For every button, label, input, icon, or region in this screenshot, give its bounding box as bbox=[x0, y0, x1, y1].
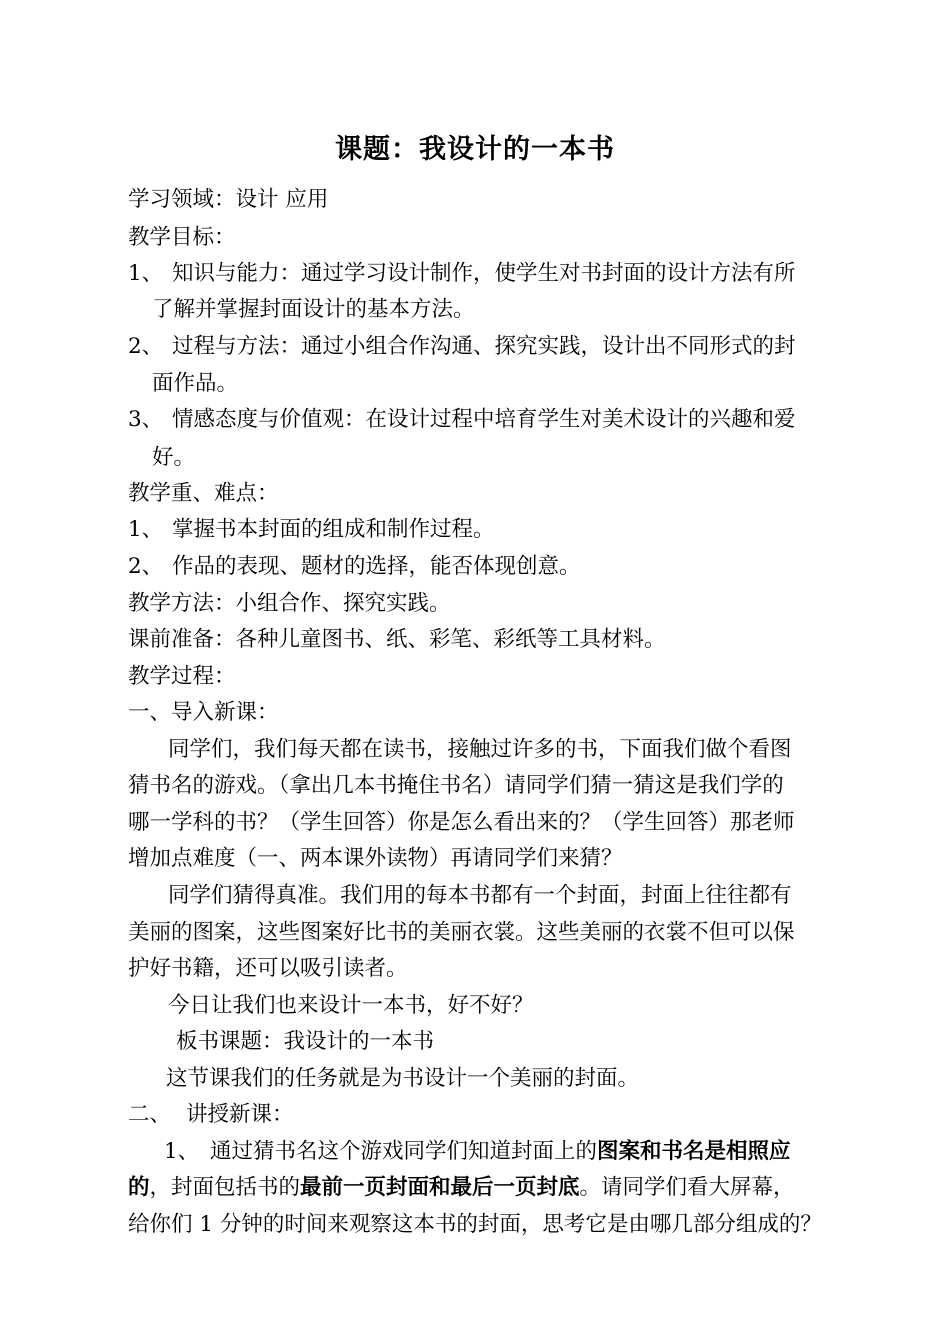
section-1-paragraph-1-line-3: 哪一学科的书？（学生回答）你是怎么看出来的？（学生回答）那老师 bbox=[128, 810, 795, 835]
key-points-heading: 教学重、难点： bbox=[128, 481, 279, 506]
section-1-paragraph-1-line-2: 猜书名的游戏。（拿出几本书掩住书名）请同学们猜一猜这是我们学的 bbox=[128, 773, 784, 798]
objective-1-number: 1、 bbox=[128, 261, 164, 286]
objective-2-line-1: 过程与方法：通过小组合作沟通、探究实践，设计出不同形式的封 bbox=[172, 334, 796, 359]
section-1-paragraph-1-line-1: 同学们，我们每天都在读书，接触过许多的书，下面我们做个看图 bbox=[168, 737, 792, 762]
section-2-item-1-line-1-emphasis: 图案和书名是相照应 bbox=[597, 1139, 791, 1164]
section-1-paragraph-1-line-4: 增加点难度（一、两本课外读物）再请同学们来猜？ bbox=[128, 846, 623, 871]
section-1-paragraph-3: 今日让我们也来设计一本书，好不好？ bbox=[168, 993, 534, 1018]
objective-3-line-1: 情感态度与价值观：在设计过程中培育学生对美术设计的兴趣和爱 bbox=[172, 407, 796, 432]
section-1-paragraph-2-line-1: 同学们猜得真准。我们用的每本书都有一个封面，封面上往往都有 bbox=[168, 883, 792, 908]
objective-3-number: 3、 bbox=[128, 407, 164, 432]
process-heading: 教学过程： bbox=[128, 664, 236, 689]
section-2-item-1-line-2 bbox=[128, 1170, 795, 1206]
objective-3-line-2: 好。 bbox=[152, 445, 196, 470]
objective-2-line-2: 面作品。 bbox=[152, 371, 239, 396]
key-point-2-text: 作品的表现、题材的选择，能否体现创意。 bbox=[172, 554, 581, 579]
objective-2-number: 2、 bbox=[128, 334, 164, 359]
objective-1-line-2: 了解并掌握封面设计的基本方法。 bbox=[152, 297, 475, 322]
section-2-item-1-line-1 bbox=[210, 1134, 791, 1170]
key-point-1-number: 1、 bbox=[128, 517, 164, 542]
section-2-item-1-line-3: 给你们 1 分钟的时间来观察这本书的封面，思考它是由哪几部分组成的？ bbox=[128, 1212, 822, 1237]
class-preparation: 课前准备：各种儿童图书、纸、彩笔、彩纸等工具材料。 bbox=[128, 627, 666, 652]
section-1-paragraph-4: 板书课题：我设计的一本书 bbox=[176, 1029, 435, 1054]
key-point-2-number: 2、 bbox=[128, 554, 164, 579]
section-2-item-1-line-2-emphasis-1: 的 bbox=[128, 1175, 150, 1200]
section-2-item-1-line-2-text-2: 。请同学们看大屏幕， bbox=[579, 1175, 795, 1200]
section-1-heading: 一、导入新课： bbox=[128, 700, 279, 725]
section-2-item-1-line-2-emphasis-2: 最前一页封面和最后一页封底 bbox=[300, 1175, 580, 1200]
objective-1-line-1: 知识与能力：通过学习设计制作，使学生对书封面的设计方法有所 bbox=[172, 261, 796, 286]
section-1-paragraph-2-line-2: 美丽的图案，这些图案好比书的美丽衣裳。这些美丽的衣裳不但可以保 bbox=[128, 920, 795, 945]
section-2-item-1-line-2-text-1: ，封面包括书的 bbox=[149, 1175, 301, 1200]
key-point-1-text: 掌握书本封面的组成和制作过程。 bbox=[172, 517, 495, 542]
section-2-item-1-number: 1、 bbox=[164, 1139, 200, 1164]
teaching-method: 教学方法：小组合作、探究实践。 bbox=[128, 591, 451, 616]
learning-area: 学习领域：设计 应用 bbox=[128, 187, 329, 212]
objectives-heading: 教学目标： bbox=[128, 225, 236, 250]
section-2-number: 二、 bbox=[128, 1102, 172, 1127]
section-1-paragraph-5: 这节课我们的任务就是为书设计一个美丽的封面。 bbox=[166, 1066, 640, 1091]
section-2-item-1-line-1-text: 通过猜书名这个游戏同学们知道封面上的 bbox=[210, 1139, 598, 1164]
document-title: 课题：我设计的一本书 bbox=[335, 134, 615, 165]
section-2-heading: 讲授新课： bbox=[186, 1102, 294, 1127]
section-1-paragraph-2-line-3: 护好书籍，还可以吸引读者。 bbox=[128, 956, 408, 981]
